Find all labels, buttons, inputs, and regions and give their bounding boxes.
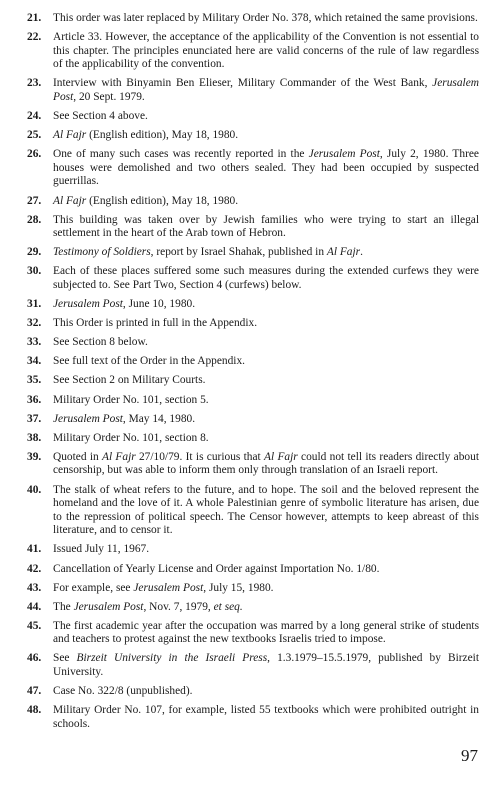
endnotes-list xyxy=(27,12,479,737)
endnote-item xyxy=(27,543,479,557)
endnote-item xyxy=(27,355,479,369)
text-run: , July 2, 1980. Three houses were demolished and two others sealed. They had been occupied by suspected guerrillas. xyxy=(53,148,479,188)
text-run: Military Order No. 107, for example, listed 55 textbooks which were prohibited outright in schools. xyxy=(53,704,479,730)
endnote-text xyxy=(53,110,148,122)
endnote-item xyxy=(27,652,479,679)
italic-citation: Jerusalem Post xyxy=(53,412,123,425)
endnote-text xyxy=(53,148,479,187)
endnote-text xyxy=(53,652,479,678)
italic-citation: Birzeit University in the Israeli Press xyxy=(76,652,268,665)
endnote-number: 34. xyxy=(27,355,42,368)
text-run: Cancellation of Yearly License and Order against Importation No. 1/80. xyxy=(53,562,380,575)
text-run: Case No. 322/8 (unpublished). xyxy=(53,685,193,698)
endnote-number: 24. xyxy=(27,110,42,123)
text-run: , June 10, 1980. xyxy=(122,298,196,311)
italic-citation: Al Fajr xyxy=(102,450,136,463)
endnote-text xyxy=(53,685,193,697)
text-run: Quoted in xyxy=(53,450,102,463)
endnote-item xyxy=(27,246,479,260)
endnote-text xyxy=(53,582,274,594)
text-run: 27/10/79. It is curious that xyxy=(135,450,265,463)
endnote-number: 26. xyxy=(27,148,42,161)
endnote-item xyxy=(27,451,479,478)
endnote-text xyxy=(53,413,195,425)
text-run: This order was later replaced by Military Order No. 378, which retained the same provisions. xyxy=(53,12,478,24)
endnote-text xyxy=(53,374,206,386)
endnote-item xyxy=(27,601,479,615)
endnote-number: 21. xyxy=(27,12,42,24)
endnote-text xyxy=(53,451,479,477)
endnote-item xyxy=(27,317,479,331)
text-run: For example, see xyxy=(53,581,134,594)
endnote-item xyxy=(27,129,479,143)
endnote-number: 35. xyxy=(27,374,42,387)
text-run: Interview with Binyamin Ben Elieser, Military Commander of the West Bank, xyxy=(53,77,433,90)
text-run: , July 15, 1980. xyxy=(203,581,274,594)
endnote-number: 40. xyxy=(27,483,42,496)
endnote-number: 45. xyxy=(27,619,42,632)
endnote-number: 44. xyxy=(27,600,42,613)
endnote-number: 47. xyxy=(27,685,42,698)
text-run: , 20 Sept. 1979. xyxy=(73,90,145,103)
endnote-number: 33. xyxy=(27,336,42,349)
endnote-text xyxy=(53,298,195,310)
endnote-number: 22. xyxy=(27,31,42,44)
text-run: Each of these places suffered some such measures during the extended curfews they were subjected to. See Part Two, Section 4 (curfews) below. xyxy=(53,265,479,291)
endnote-number: 39. xyxy=(27,450,42,463)
endnote-text xyxy=(53,246,363,258)
text-run: , May 14, 1980. xyxy=(122,412,196,425)
endnote-text xyxy=(53,129,238,141)
endnote-text xyxy=(53,601,243,613)
text-run: . xyxy=(360,246,363,259)
endnote-item xyxy=(27,148,479,189)
endnote-number: 36. xyxy=(27,393,42,406)
endnote-text xyxy=(53,620,479,646)
endnote-text xyxy=(53,543,149,555)
italic-citation: Jerusalem Post xyxy=(308,148,380,161)
text-run: This building was taken over by Jewish families who were trying to start an illegal settlement in the heart of the Arab town of Hebron. xyxy=(53,213,479,240)
italic-citation: Testimony of Soldiers xyxy=(53,246,151,259)
italic-citation: Jerusalem Post xyxy=(133,581,204,594)
endnote-item xyxy=(27,704,479,731)
endnote-number: 32. xyxy=(27,317,42,330)
endnote-number: 37. xyxy=(27,412,42,425)
endnote-item xyxy=(27,31,479,72)
endnote-text xyxy=(53,77,479,103)
italic-citation: Jerusalem Post xyxy=(53,77,479,103)
endnote-item xyxy=(27,12,479,26)
text-run: The xyxy=(53,600,74,613)
text-run: Military Order No. 101, section 5. xyxy=(53,393,209,406)
endnote-item xyxy=(27,374,479,388)
endnote-number: 31. xyxy=(27,298,42,311)
text-run: See xyxy=(53,652,77,665)
italic-citation: Jerusalem Post xyxy=(73,600,144,613)
endnote-text xyxy=(53,355,245,367)
endnote-item xyxy=(27,298,479,312)
endnote-item xyxy=(27,394,479,408)
text-run: Issued July 11, 1967. xyxy=(53,543,150,556)
endnote-text xyxy=(53,12,478,24)
endnote-text xyxy=(53,214,479,240)
endnote-text xyxy=(53,336,148,348)
text-run: could not tell its readers directly about censorship, but was able to inform them only through translation of an Israeli report. xyxy=(53,450,479,477)
endnote-item xyxy=(27,484,479,538)
endnote-text xyxy=(53,704,479,730)
endnote-text xyxy=(53,195,238,207)
text-run: See full text of the Order in the Appendix. xyxy=(53,355,246,368)
text-run: See Section 2 on Military Courts. xyxy=(53,374,206,387)
text-run: Military Order No. 101, section 8. xyxy=(53,431,209,444)
endnote-item xyxy=(27,214,479,241)
endnote-item xyxy=(27,620,479,647)
endnote-number: 30. xyxy=(27,265,42,278)
endnote-item xyxy=(27,413,479,427)
italic-citation: Al Fajr xyxy=(264,450,298,463)
endnote-number: 25. xyxy=(27,129,42,142)
endnote-text xyxy=(53,317,257,329)
endnote-number: 23. xyxy=(27,77,42,90)
text-run: (English edition), May 18, 1980. xyxy=(86,194,239,207)
text-run: One of many such cases was recently reported in the xyxy=(53,148,309,161)
endnote-item xyxy=(27,563,479,577)
endnote-number: 28. xyxy=(27,213,42,226)
endnote-text xyxy=(53,432,209,444)
italic-citation: Al Fajr xyxy=(326,246,361,259)
italic-citation: Jerusalem Post xyxy=(53,298,123,311)
text-run: This Order is printed in full in the Appendix. xyxy=(53,317,258,330)
endnote-item xyxy=(27,336,479,350)
endnote-number: 41. xyxy=(27,543,42,556)
text-run: , Nov. 7, 1979, xyxy=(143,600,214,613)
endnote-text xyxy=(53,265,479,291)
endnote-item xyxy=(27,582,479,596)
endnote-text xyxy=(53,563,379,575)
endnote-text xyxy=(53,484,479,537)
endnote-number: 43. xyxy=(27,581,42,594)
text-run: The stalk of wheat refers to the future, and to hope. The soil and the beloved represent the homeland and the love of it. A whole Palestinian genre of symbolic literature has arisen, due to the repression of political speech. The Censor however, attempts to keep abreast of this literature, and to censor it. xyxy=(53,483,479,537)
page-number: 97 xyxy=(461,746,478,765)
endnote-item xyxy=(27,685,479,699)
text-run: (English edition), May 18, 1980. xyxy=(86,129,239,142)
endnote-item xyxy=(27,110,479,124)
endnote-number: 27. xyxy=(27,194,42,207)
endnote-number: 48. xyxy=(27,704,42,717)
endnote-text xyxy=(53,31,479,70)
italic-citation: Al Fajr xyxy=(53,129,87,142)
endnote-item xyxy=(27,195,479,209)
endnote-number: 42. xyxy=(27,562,42,575)
italic-citation: Al Fajr xyxy=(53,194,87,207)
italic-citation: et seq. xyxy=(213,600,243,613)
endnote-item xyxy=(27,432,479,446)
endnote-number: 38. xyxy=(27,431,42,444)
endnote-text xyxy=(53,394,209,406)
text-run: See Section 8 below. xyxy=(53,336,148,349)
text-run: The first academic year after the occupation was marred by a long general strike of students and teachers to protest against the new textbooks Israelis tried to impose. xyxy=(53,619,479,646)
endnote-item xyxy=(27,265,479,292)
text-run: Article 33. However, the acceptance of the applicability of the Convention is not essential to this chapter. The principles enunciated here are valid concerns of the rule of law regardless of the applicability of the convention. xyxy=(53,31,479,71)
text-run: , 1.3.1979–15.5.1979, published by Birzeit University. xyxy=(53,652,479,679)
text-run: See Section 4 above. xyxy=(53,110,148,123)
endnote-number: 29. xyxy=(27,246,42,259)
endnote-number: 46. xyxy=(27,652,42,665)
endnote-item xyxy=(27,77,479,104)
text-run: , report by Israel Shahak, published in xyxy=(150,246,327,259)
